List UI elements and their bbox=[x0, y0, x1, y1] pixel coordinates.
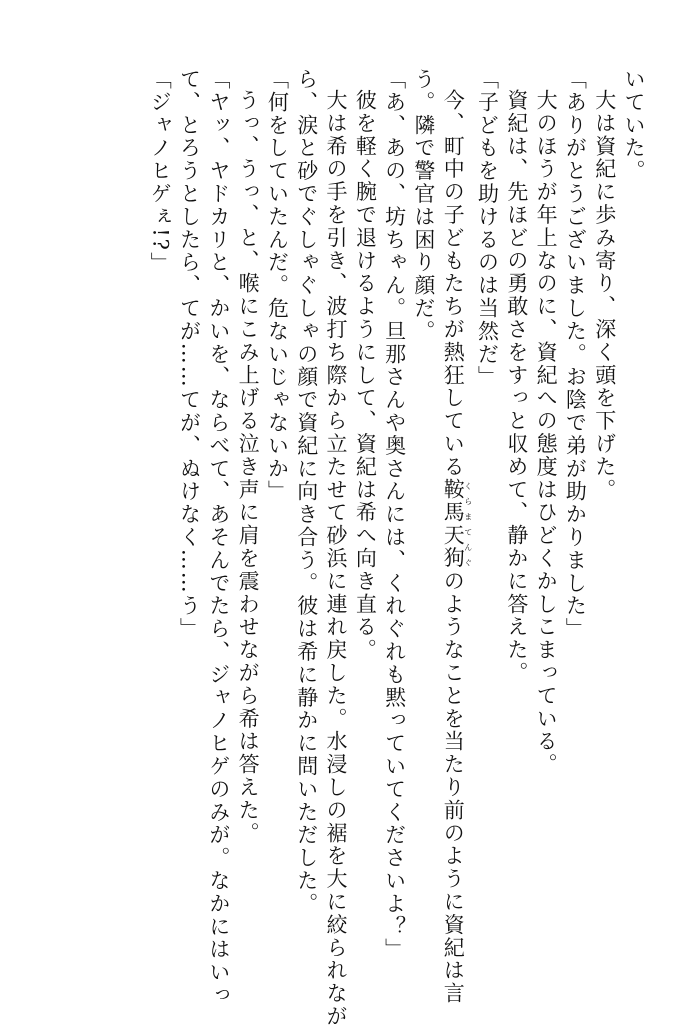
text-line-16: て、とろうとしたら、てが……てが、ぬけなく……う」 bbox=[177, 68, 202, 641]
text-line-14: うっ、うっ、と、喉にこみ上げる泣き声に肩を震わせながら希は答えた。 bbox=[236, 89, 261, 845]
text-line-10: 彼を軽く腕で退けるようにして、資紀は希へ向き直る。 bbox=[353, 89, 378, 662]
text-line-7-part-2: のようなことを当たり前のように資紀は言 bbox=[441, 569, 466, 1006]
text-line-9: 「あ、あの、坊ちゃん。旦那さんや奥さんには、くれぐれも黙っていてくださいよ？」 bbox=[382, 68, 407, 962]
text-line-7-part-1: 今、町中の子どもたちが熱狂している bbox=[441, 89, 466, 479]
text-line-8: う。隣で警官は困り顔だ。 bbox=[411, 68, 436, 343]
text-line-17: 「ジャノヒゲぇ!?」 bbox=[148, 68, 173, 275]
text-line-2: 大は資紀に歩み寄り、深く頭を下げた。 bbox=[592, 89, 617, 502]
text-line-12: ら、涙と砂でぐしゃぐしゃの顔で資紀に向き合う。彼は希に静かに問いただした。 bbox=[294, 68, 319, 916]
vertical-text-body bbox=[145, 68, 648, 1028]
text-line-3: 「ありがとうございました。お陰で弟が助かりました」 bbox=[563, 68, 588, 641]
ruby-kurama-tengu bbox=[441, 478, 473, 570]
text-line-6: 「子どもを助けるのは当然だ」 bbox=[475, 68, 500, 389]
text-line-7 bbox=[438, 68, 473, 1006]
ruby-kurama-base: 鞍馬天狗 bbox=[441, 478, 466, 570]
text-line-5: 資紀は、先ほどの勇敢さをすっと収めて、静かに答えた。 bbox=[504, 89, 529, 685]
text-line-4: 大のほうが年上なのに、資紀への態度はひどくかしこまっている。 bbox=[534, 89, 559, 776]
text-line-1: いていた。 bbox=[622, 68, 646, 183]
text-line-13: 「何をしていたんだ。危ないじゃないか」 bbox=[265, 68, 290, 504]
text-line-15: 「ヤッ、ヤドカリと、かいを、ならべて、あそんでたら、ジャノヒゲのみが。なかにはいっ bbox=[206, 68, 231, 1007]
ruby-kurama-reading: くらまてんぐ bbox=[463, 478, 473, 570]
text-line-11: 大は希の手を引き、波打ち際から立たせて砂浜に連れ戻した。水浸しの裾を大に絞られなが bbox=[324, 89, 349, 1028]
